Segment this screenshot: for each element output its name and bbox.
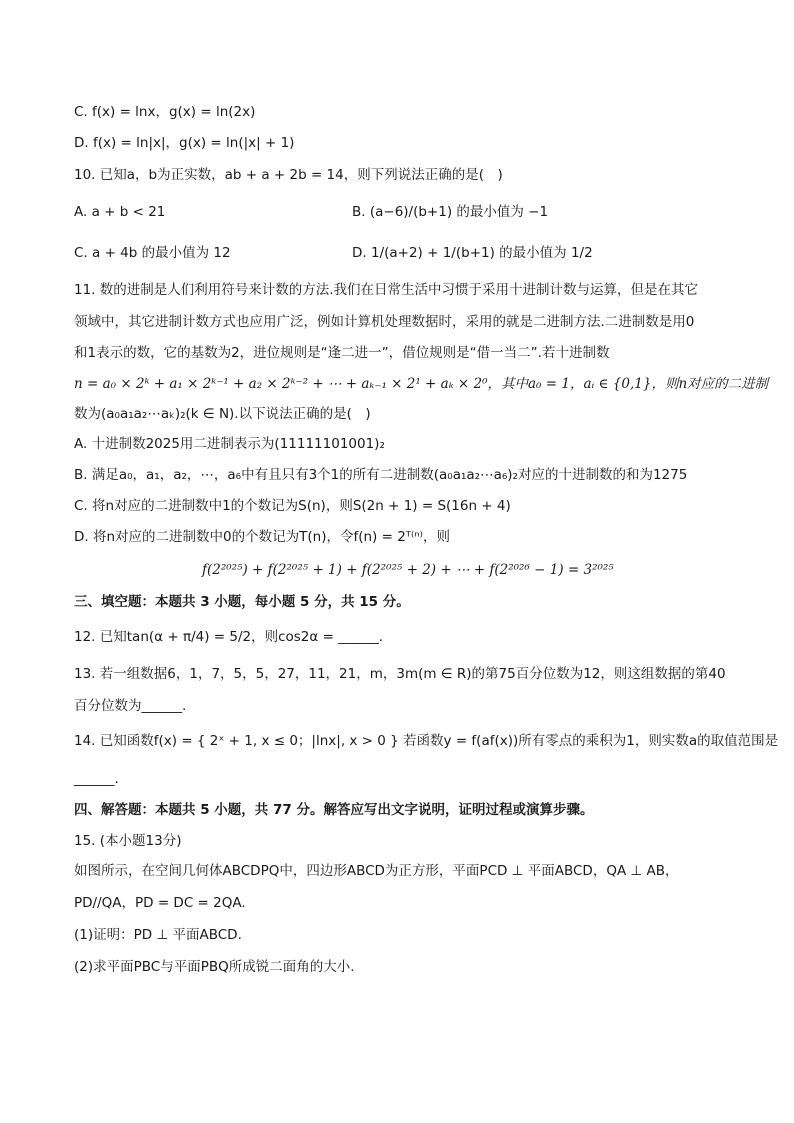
- question-11-stem-line3: 和1表示的数，它的基数为2，进位规则是“逢二进一”，借位规则是“借一当二”.若十进制数: [74, 345, 610, 361]
- question-11-stem-line5: 数为(a₀a₁a₂⋯aₖ)₂(k ∈ N).以下说法正确的是( ): [74, 406, 371, 422]
- question-11-formula: n = a₀ × 2ᵏ + a₁ × 2ᵏ⁻¹ + a₂ × 2ᵏ⁻² + ⋯ + aₖ₋₁ × 2¹ + aₖ × 2⁰，其中a₀ = 1，aᵢ ∈ {0,1}，则n对应的二进制: [74, 376, 769, 392]
- question-15-header: 15. (本小题13分): [74, 833, 182, 849]
- option-a-q11: A. 十进制数2025用二进制表示为(11111101001)₂: [74, 436, 385, 452]
- option-a-q10: A. a + b < 21: [74, 204, 166, 220]
- question-15-stem-line2: PD//QA，PD = DC = 2QA.: [74, 895, 246, 911]
- option-c-q10: C. a + 4b 的最小值为 12: [74, 245, 231, 261]
- option-d-q9: D. f(x) = ln|x|，g(x) = ln(|x| + 1): [74, 135, 295, 151]
- question-15-part-1: (1)证明：PD ⊥ 平面ABCD.: [74, 927, 242, 943]
- question-14-line1: 14. 已知函数f(x) = { 2ˣ + 1, x ≤ 0；|lnx|, x > 0 } 若函数y = f(af(x))所有零点的乘积为1，则实数a的取值范围是: [74, 733, 779, 749]
- option-d-q11-equation: f(2²⁰²⁵) + f(2²⁰²⁵ + 1) + f(2²⁰²⁵ + 2) + ⋯ + f(2²⁰²⁶ − 1) = 3²⁰²⁵: [202, 562, 614, 578]
- question-14-answer-blank: ______.: [74, 771, 119, 787]
- question-11-stem-line2: 领域中，其它进制计数方式也应用广泛，例如计算机处理数据时，采用的就是二进制方法.二进制数是用0: [74, 314, 695, 330]
- option-d-q10: D. 1/(a+2) + 1/(b+1) 的最小值为 1/2: [352, 245, 593, 261]
- question-15-part-2: (2)求平面PBC与平面PBQ所成锐二面角的大小.: [74, 959, 355, 975]
- question-10-stem: 10. 已知a，b为正实数，ab + a + 2b = 14，则下列说法正确的是( ): [74, 167, 503, 183]
- option-c-q11: C. 将n对应的二进制数中1的个数记为S(n)，则S(2n + 1) = S(16n + 4): [74, 498, 511, 514]
- question-15-stem-line1: 如图所示，在空间几何体ABCDPQ中，四边形ABCD为正方形，平面PCD ⊥ 平面ABCD，QA ⊥ AB，: [74, 863, 679, 879]
- option-b-q10: B. (a−6)/(b+1) 的最小值为 −1: [352, 204, 549, 220]
- option-d-q11: D. 将n对应的二进制数中0的个数记为T(n)，令f(n) = 2ᵀ⁽ⁿ⁾，则: [74, 529, 450, 545]
- question-13-line1: 13. 若一组数据6，1，7，5，5，27，11，21，m，3m(m ∈ R)的第75百分位数为12，则这组数据的第40: [74, 666, 726, 682]
- question-11-stem-line1: 11. 数的进制是人们利用符号来计数的方法.我们在日常生活中习惯于采用十进制计数与运算，但是在其它: [74, 282, 699, 298]
- option-c-q9: C. f(x) = lnx，g(x) = ln(2x): [74, 104, 256, 120]
- section-3-heading: 三、填空题：本题共 3 小题，每小题 5 分，共 15 分。: [74, 594, 410, 610]
- question-12: 12. 已知tan(α + π/4) = 5/2，则cos2α = ______.: [74, 629, 383, 645]
- question-13-line2: 百分位数为______.: [74, 698, 187, 714]
- option-b-q11: B. 满足a₀，a₁，a₂，⋯，a₆中有且只有3个1的所有二进制数(a₀a₁a₂⋯a₆)₂对应的十进制数的和为1275: [74, 467, 688, 483]
- section-4-heading: 四、解答题：本题共 5 小题，共 77 分。解答应写出文字说明，证明过程或演算步骤。: [74, 802, 594, 818]
